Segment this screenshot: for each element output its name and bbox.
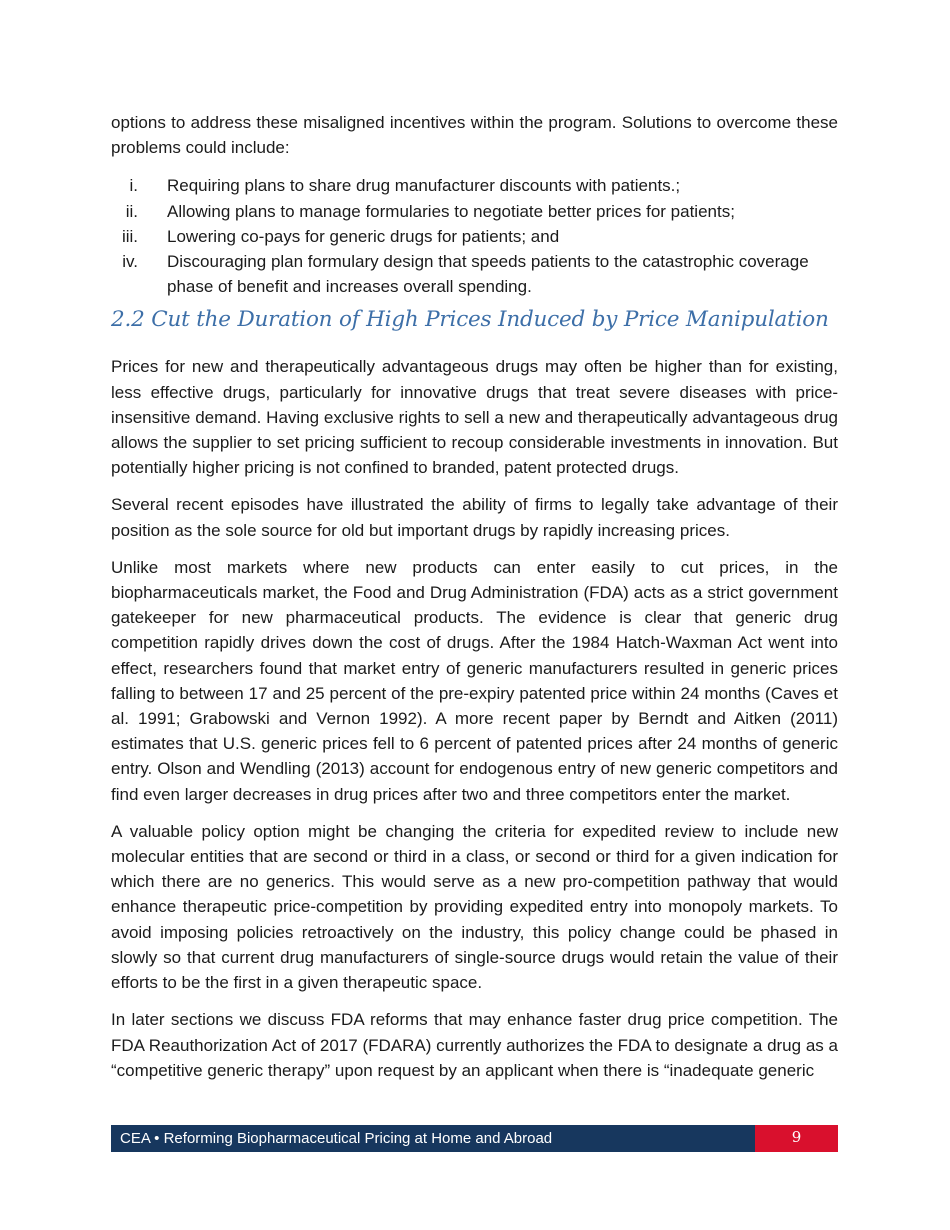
list-number: iii. bbox=[121, 226, 138, 246]
list-number: ii. bbox=[125, 201, 138, 221]
page-number: 9 bbox=[791, 1128, 802, 1146]
list-text: Requiring plans to share drug manufacturer discounts with patients.; bbox=[167, 176, 681, 196]
paragraph-fdara: In later sections we discuss FDA reforms that may enhance faster drug price competition. The FDA Reauthorization Act of 2017 (FDARA) currently authorizes the FDA to designate a drug as a “competitive generic therapy” upon request by an applicant when there is “inadequate generic bbox=[111, 1010, 838, 1080]
section-heading: 2.2 Cut the Duration of High Prices Induced by Price Manipulation bbox=[111, 307, 829, 333]
paragraph-fda-gatekeeper: Unlike most markets where new products can enter easily to cut prices, in the biopharmaceuticals market, the Food and Drug Administration (FDA) acts as a strict government gatekeeper for new pharmaceutical products. The evidence is clear that generic drug competition rapidly drives down the cost of drugs. After the 1984 Hatch-Waxman Act went into effect, researchers found that market entry of generic manufacturers resulted in generic prices falling to between 17 and 25 percent of the pre-expiry patented price within 24 months (Caves et al. 1991; Grabowski and Vernon 1992). A more recent paper by Berndt and Aitken (2011) estimates that U.S. generic prices fell to 6 percent of patented prices after 24 months of generic entry. Olson and Wendling (2013) account for endogenous entry of new generic competitors and find even larger decreases in drug prices after two and three competitors enter the market. bbox=[111, 557, 838, 804]
solutions-list bbox=[111, 173, 838, 299]
list-text: Discouraging plan formulary design that speeds patients to the catastrophic coverage phase of benefit and increases overall spending. bbox=[167, 252, 809, 297]
paragraph-episodes: Several recent episodes have illustrated the ability of firms to legally take advantage of their position as the sole source for old but important drugs by rapidly increasing prices. bbox=[111, 495, 838, 540]
list-text: Allowing plans to manage formularies to negotiate better prices for patients; bbox=[167, 201, 735, 221]
paragraph-pricing: Prices for new and therapeutically advantageous drugs may often be higher than for existing, less effective drugs, particularly for innovative drugs that treat severe diseases with price-insensitive demand. Having exclusive rights to sell a new and therapeutically advantageous drug allows the supplier to set pricing sufficient to recoup considerable investments in innovation. But potentially higher pricing is not confined to branded, patent protected drugs. bbox=[111, 357, 838, 478]
list-item bbox=[111, 199, 838, 224]
list-number: i. bbox=[129, 176, 138, 196]
footer-title: CEA • Reforming Biopharmaceutical Pricing at Home and Abroad bbox=[120, 1130, 553, 1147]
intro-paragraph: options to address these misaligned incentives within the program. Solutions to overcome these problems could include: bbox=[111, 113, 838, 158]
page-number-box bbox=[755, 1125, 838, 1152]
list-item bbox=[111, 224, 838, 249]
list-text: Lowering co-pays for generic drugs for patients; and bbox=[167, 226, 560, 246]
list-item bbox=[111, 173, 838, 198]
page-footer bbox=[111, 1125, 838, 1152]
document-body bbox=[111, 110, 838, 1095]
paragraph-policy-option: A valuable policy option might be changing the criteria for expedited review to include new molecular entities that are second or third in a class, or second or third for a given indication for which there are no generics. This would serve as a new pro-competition pathway that would enhance therapeutic price-competition by providing expedited entry into monopoly markets. To avoid imposing policies retroactively on the industry, this policy change could be phased in slowly so that current drug manufacturers of single-source drugs would retain the value of their efforts to be the first in a given therapeutic space. bbox=[111, 821, 838, 993]
list-item bbox=[111, 249, 838, 299]
list-number: iv. bbox=[122, 252, 138, 272]
